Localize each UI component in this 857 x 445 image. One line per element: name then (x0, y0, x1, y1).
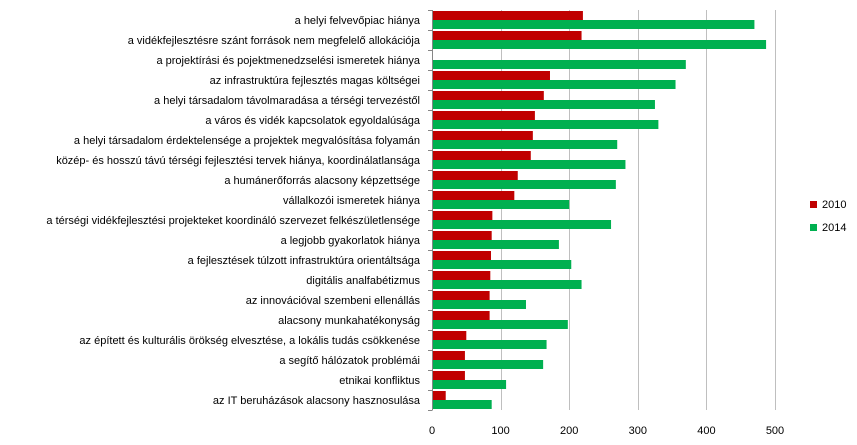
bar-2014 (433, 200, 569, 209)
category-label: a helyi felvevőpiac hiánya (294, 15, 420, 27)
bar-2014 (433, 140, 617, 149)
bar-2010 (433, 111, 535, 120)
bar-2010 (433, 131, 533, 140)
category-label: alacsony munkahatékonyság (278, 315, 420, 327)
bar-2010 (433, 211, 492, 220)
bar-2010 (433, 171, 518, 180)
bar-2010 (433, 371, 465, 380)
legend-label-2010: 2010 (822, 199, 847, 211)
bar-2014 (433, 220, 611, 229)
category-label: a vidékfejlesztésre szánt források nem megfelelő allokációja (127, 35, 420, 47)
bar-2014 (433, 240, 559, 249)
bar-2010 (433, 331, 466, 340)
legend-swatch-2010 (810, 201, 817, 208)
legend-label-2014: 2014 (822, 222, 847, 234)
category-label: az épített és kulturális örökség elvesztése, a lokális tudás csökkenése (79, 335, 420, 347)
bar-2010 (433, 11, 583, 20)
bar-2014 (433, 60, 686, 69)
bar-2014 (433, 400, 492, 409)
category-label: a projektírási és pojektmenedzselési ismeretek hiánya (156, 55, 420, 67)
bar-2014 (433, 360, 543, 369)
x-tick-label: 200 (560, 425, 579, 437)
bar-2010 (433, 231, 492, 240)
bar-2010 (433, 271, 490, 280)
x-tick-label: 400 (697, 425, 716, 437)
category-label: a fejlesztések túlzott infrastruktúra orientáltsága (187, 255, 420, 267)
bar-2014 (433, 100, 655, 109)
category-label: közép- és hosszú távú térségi fejlesztési tervek hiánya, koordinálatlansága (56, 155, 420, 167)
bar-2014 (433, 380, 506, 389)
category-label: az IT beruházások alacsony hasznosulása (212, 395, 420, 407)
bar-2010 (433, 291, 490, 300)
bar-2010 (433, 31, 582, 40)
category-label: az infrastruktúra fejlesztés magas költségei (209, 75, 420, 87)
x-tick-label: 500 (765, 425, 785, 437)
bar-2014 (433, 160, 625, 169)
x-tick-label: 300 (628, 425, 647, 437)
bar-2010 (433, 191, 514, 200)
category-label: a helyi társadalom távolmaradása a térségi tervezéstől (154, 95, 420, 107)
category-label: a humánerőforrás alacsony képzettsége (224, 175, 420, 187)
bar-2014 (433, 300, 526, 309)
bar-2010 (433, 351, 465, 360)
bar-2014 (433, 40, 766, 49)
bar-2010 (433, 311, 490, 320)
bar-2014 (433, 320, 568, 329)
category-label: a város és vidék kapcsolatok egyoldalúsága (205, 115, 420, 127)
legend-swatch-2014 (810, 224, 817, 231)
category-label: a segítő hálózatok problémái (279, 355, 420, 367)
x-tick-label: 100 (491, 425, 510, 437)
bar-2010 (433, 251, 491, 260)
bar-2010 (433, 71, 550, 80)
bar-2010 (433, 151, 531, 160)
bar-2010 (433, 391, 446, 400)
category-label: a helyi társadalom érdektelensége a projektek megvalósítása folyamán (73, 135, 420, 147)
bar-2014 (433, 80, 676, 89)
bar-2014 (433, 20, 754, 29)
category-label: etnikai konfliktus (339, 375, 420, 387)
bar-2014 (433, 180, 616, 189)
category-label: digitális analfabétizmus (306, 275, 420, 287)
x-tick-label: 0 (428, 425, 436, 437)
category-label: a legjobb gyakorlatok hiánya (280, 235, 420, 247)
bar-2010 (433, 91, 544, 100)
bar-2014 (433, 280, 582, 289)
category-label: a térségi vidékfejlesztési projekteket koordináló szervezet felkészületlensége (46, 215, 420, 227)
bar-2014 (433, 340, 547, 349)
bar-2014 (433, 120, 658, 129)
category-label: az innovációval szembeni ellenállás (245, 295, 420, 307)
category-label: vállalkozói ismeretek hiánya (283, 195, 420, 207)
bar-2014 (433, 260, 571, 269)
